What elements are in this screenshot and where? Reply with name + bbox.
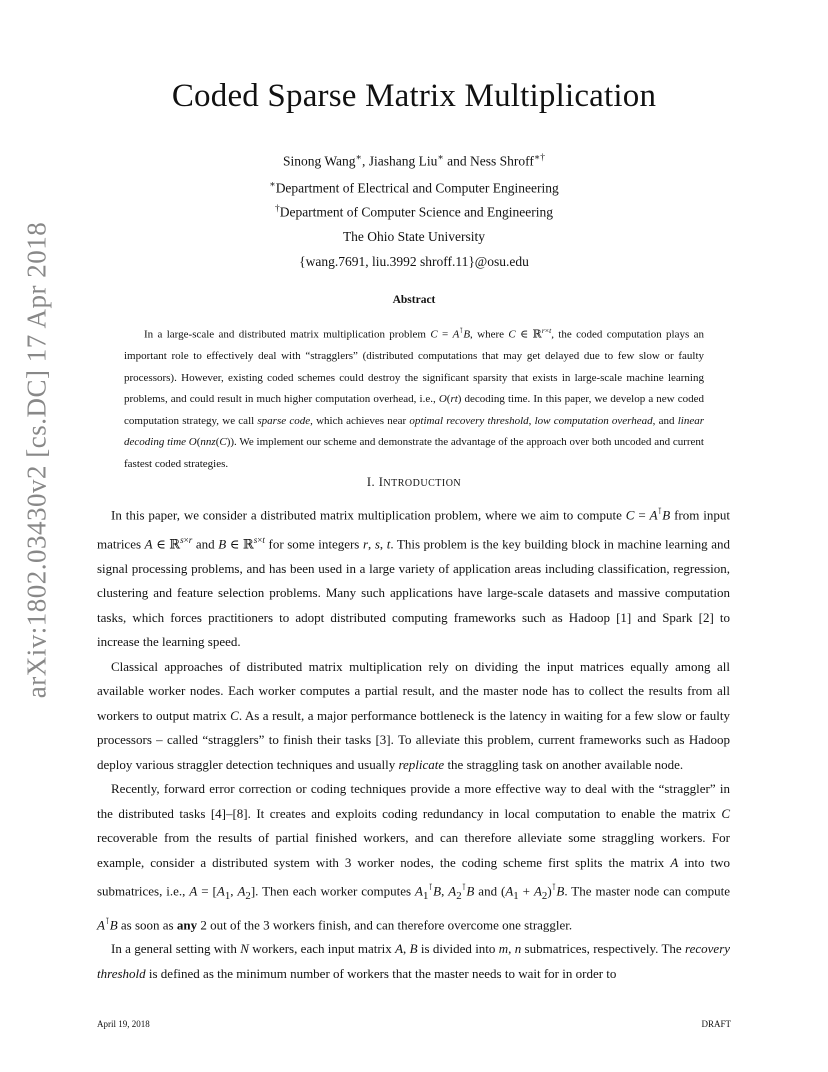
arxiv-identifier: arXiv:1802.03430v2 [cs.DC] 17 Apr 2018 bbox=[21, 221, 52, 699]
paragraph-1: In this paper, we consider a distributed matrix multiplication problem, where we aim to compute C = A⊺B from input matrices A ∈ ℝ$^{s\times r}$ and B ∈ ℝ$^{s\times t}$ for some integers r, s, t. This problem is the key building block in machine learning and signal processing problems, and has been used in a large variety of application areas including classification, regression, clustering and feature selection problems. Many such applications have large-scale datasets and massive computation tasks, which forces practitioners to adopt distributed computing frameworks such as Hadoop [1] and Spark [2] to increase the learning speed. bbox=[97, 506, 730, 650]
abstract-heading: Abstract bbox=[392, 294, 436, 306]
paragraph-4: In a general setting with N workers, each input matrix A, B is divided into m, n submatrices, respectively. The recovery threshold is defined as the minimum number of workers that the master needs to wait for in order to bbox=[97, 941, 731, 981]
footer-date: April 19, 2018 bbox=[97, 1019, 150, 1029]
affiliation-line-3: The Ohio State University bbox=[342, 229, 486, 244]
introduction-body bbox=[97, 499, 730, 986]
paragraph-2: Classical approaches of distributed matrix multiplication rely on dividing the input matrices equally among all available worker nodes. Each worker computes a partial result, and the master node has to collect the results from all workers to output matrix C. As a result, a major performance bottleneck is the latency in waiting for a few slow or faulty processors – called “stragglers” to finish their tasks [3]. To alleviate this problem, current frameworks such as Hadoop deploy various straggler detection techniques and usually replicate the straggling task on another available node. bbox=[97, 658, 730, 772]
author-list: Sinong Wang∗, Jiashang Liu∗ and Ness Shroff∗† bbox=[282, 153, 546, 169]
author-emails: {wang.7691, liu.3992 shroff.11}@osu.edu bbox=[299, 254, 529, 269]
arxiv-sidebar-stamp bbox=[2, 221, 72, 699]
section-heading-introduction: I. INTRODUCTION bbox=[366, 475, 462, 489]
affiliation-line-2: †Department of Computer Science and Engineering bbox=[274, 204, 553, 220]
paper-title: Coded Sparse Matrix Multiplication bbox=[171, 78, 657, 114]
paragraph-3: Recently, forward error correction or coding techniques provide a more effective way to deal with the “straggler” in the distributed tasks [4]–[8]. It creates and exploits coding redundancy in local computation to enable the matrix C recoverable from the results of partial finished workers, and can therefore alleviate some straggling workers. For example, consider a distributed system with 3 worker nodes, the coding scheme first splits the matrix A into two submatrices, i.e., $A = [A_1$, $A_2$]. Then each worker computes $A_1^⊺B$, $A_2^⊺B$ and $(A_1 + A_2)^⊺B$. The master node can compute A⊺B as soon as any 2 out of the 3 workers finish, and can therefore overcome one straggler. bbox=[97, 781, 730, 932]
affiliation-line-1: ∗Department of Electrical and Computer Engineering bbox=[269, 180, 559, 196]
footer-draft-label: DRAFT bbox=[701, 1019, 731, 1029]
abstract-text: In a large-scale and distributed matrix multiplication problem C = A⊺B, where C ∈ ℝ$^{r\times t}$, the coded computation plays an important role to effectively deal with “stragglers” (distributed computations that may get delayed due to few slow or faulty processors). However, existing coded schemes could destroy the significant sparsity that exists in large-scale machine learning problems, and could result in much higher computation overhead, i.e., O(rt) decoding time. In this paper, we develop a new coded computation strategy, we call sparse code, which achieves near optimal recovery threshold, low computation overhead, and linear decoding time O(nnz(C)). We implement our scheme and demonstrate the advantage of the approach over both uncoded and current fastest coded strategies. bbox=[124, 326, 704, 470]
